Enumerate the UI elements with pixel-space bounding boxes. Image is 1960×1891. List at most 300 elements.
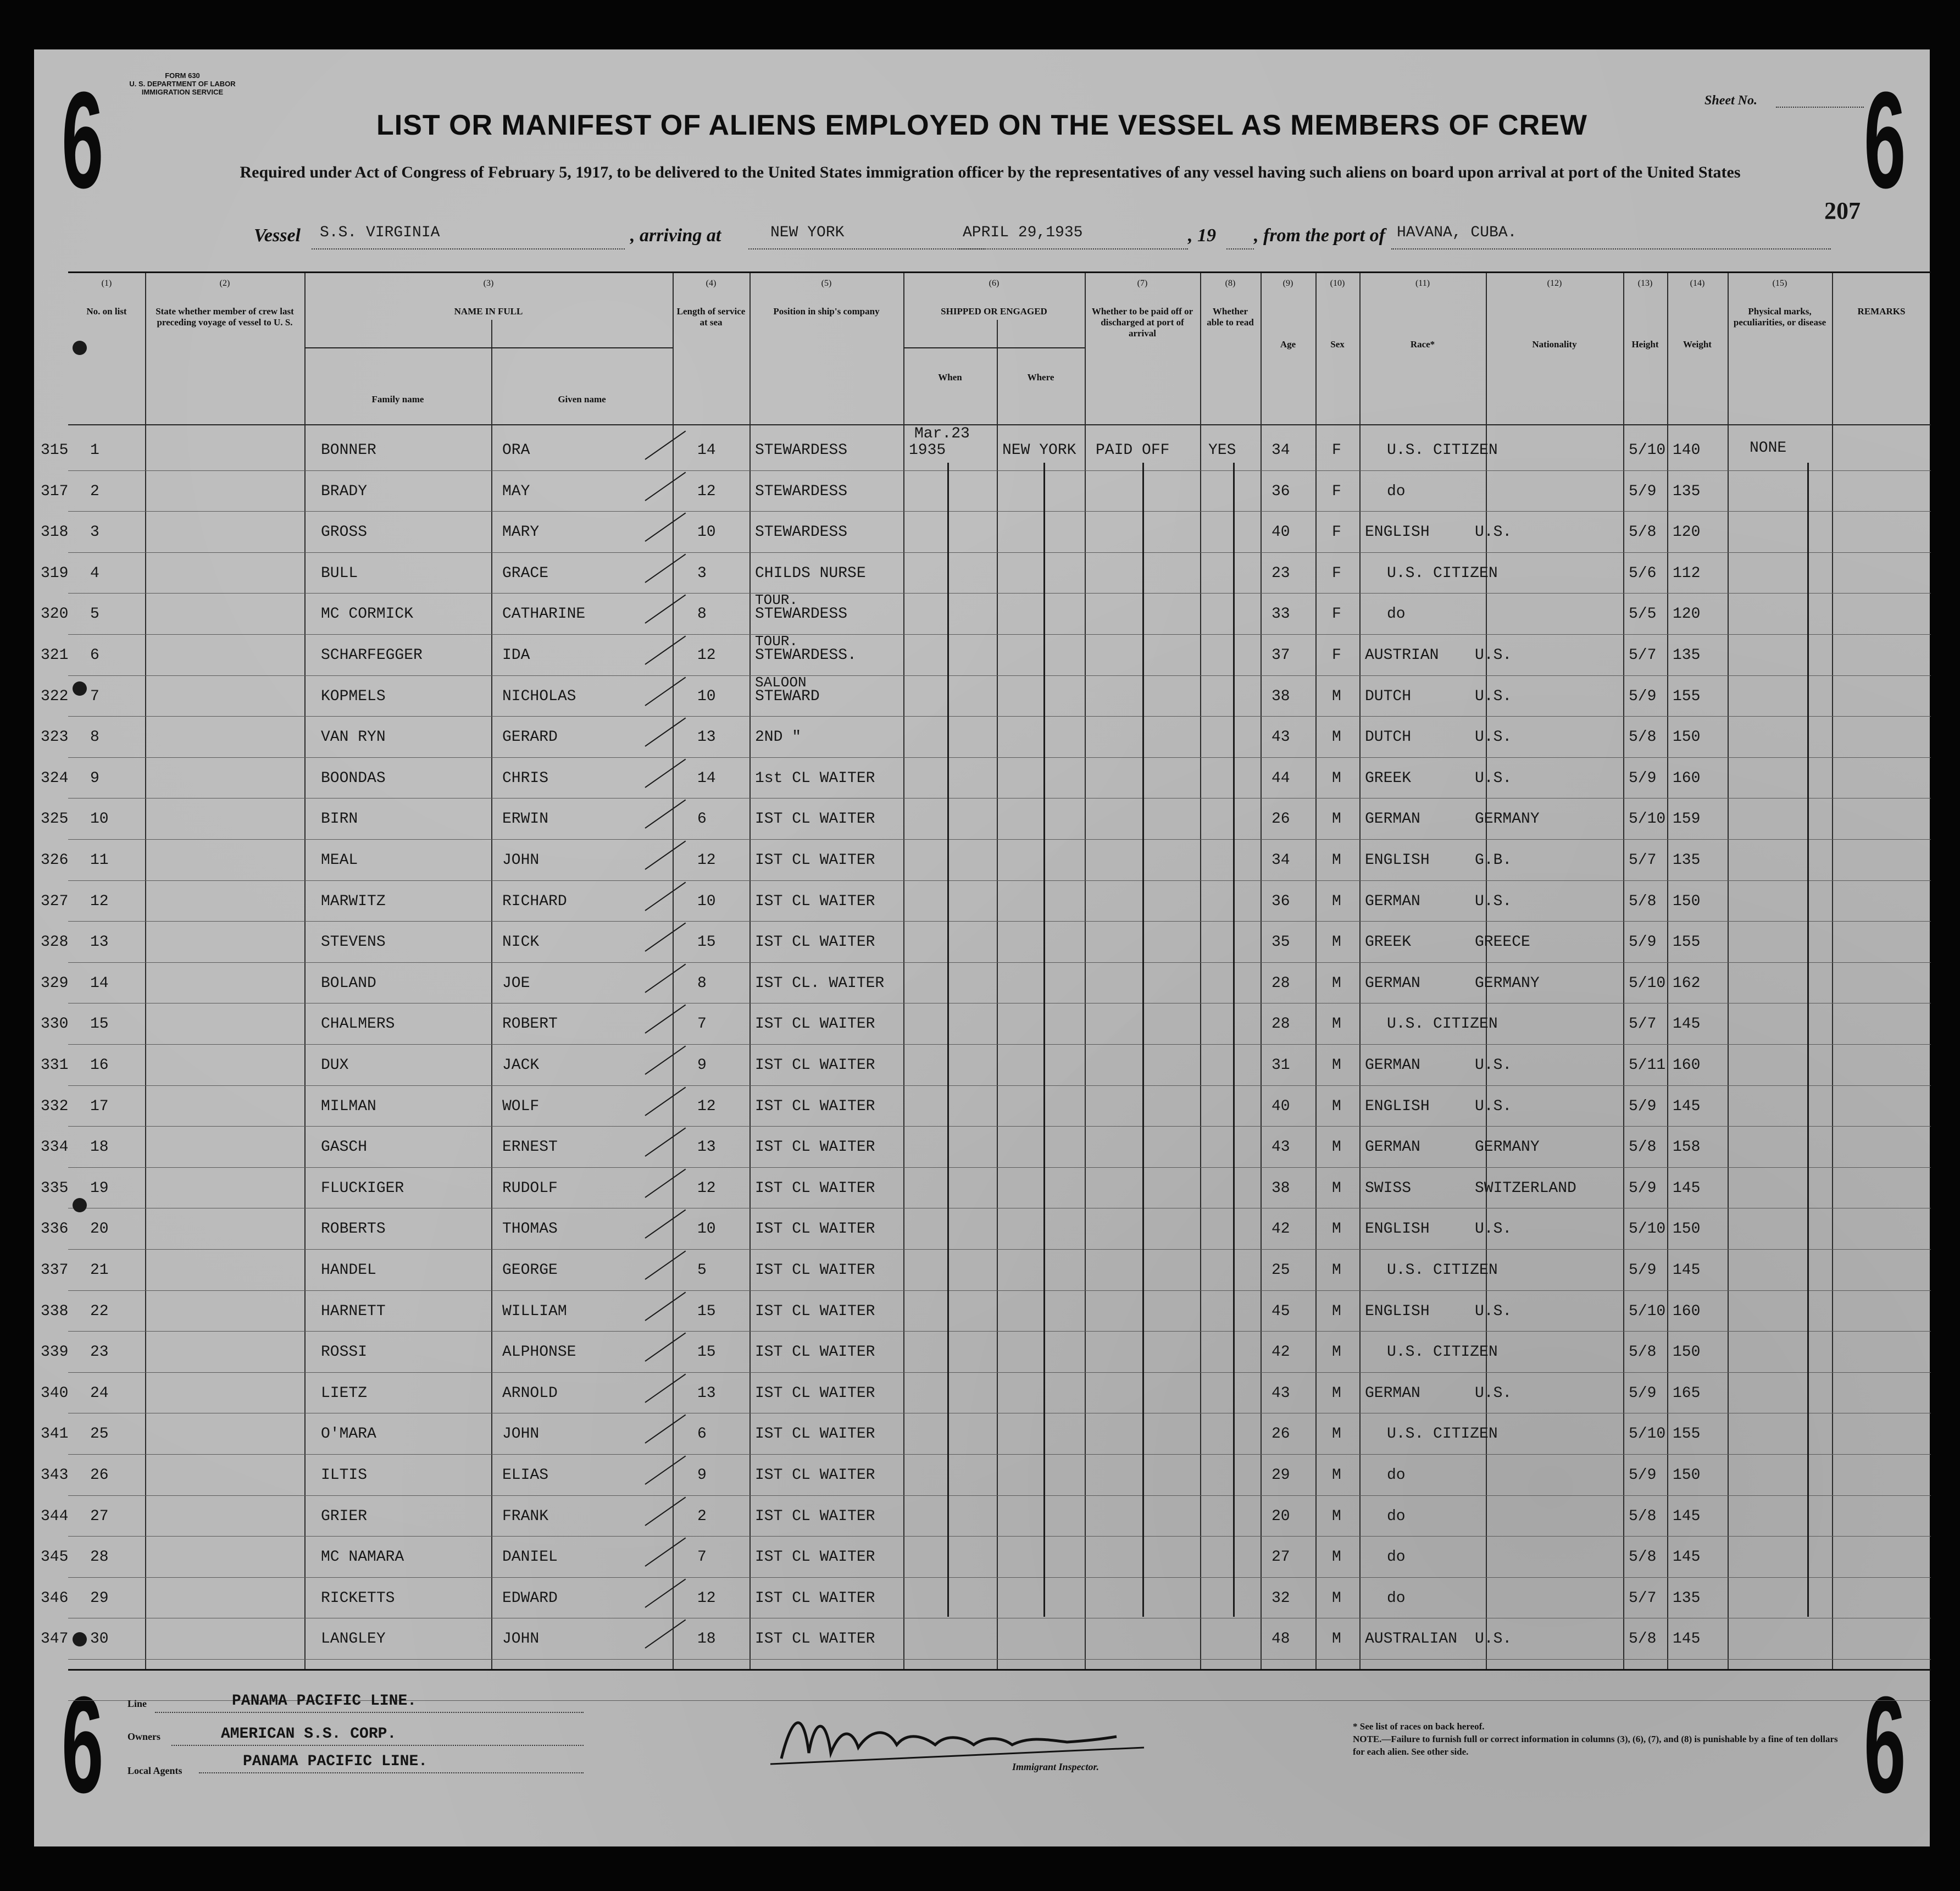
- cell-family: LIETZ: [321, 1384, 368, 1402]
- cell-no: 17: [90, 1097, 109, 1115]
- cell-height: 5/7: [1629, 852, 1657, 869]
- cell-given: ROBERT: [502, 1016, 558, 1033]
- cell-sex: M: [1332, 1467, 1341, 1484]
- cell-position: IST CL WAITER: [755, 892, 875, 910]
- cell-position: IST CL WAITER: [755, 1302, 875, 1320]
- cell-weight: 135: [1673, 483, 1701, 500]
- cell-age: 31: [1271, 1057, 1290, 1074]
- cell-weight: 135: [1673, 1589, 1701, 1607]
- cell-sex: M: [1332, 1097, 1341, 1115]
- footnote: [1353, 1720, 1847, 1758]
- cell-weight: 140: [1673, 442, 1701, 459]
- cell-weight: 158: [1673, 1139, 1701, 1156]
- binding-hole: [73, 1632, 87, 1646]
- cell-service: 13: [697, 1384, 716, 1402]
- cell-given: WOLF: [502, 1097, 540, 1115]
- cell-race: GERMAN: [1365, 1139, 1420, 1156]
- service-name: IMMIGRATION SERVICE: [141, 88, 224, 96]
- cell-sex: F: [1332, 647, 1341, 664]
- cell-height: 5/10: [1629, 974, 1666, 992]
- row-line: [68, 1577, 1931, 1578]
- shipped-info: PAID OFF: [1096, 442, 1170, 459]
- cell-race: ENGLISH: [1365, 1221, 1430, 1238]
- cell-no: 26: [90, 1467, 109, 1484]
- cell-given: THOMAS: [502, 1221, 558, 1238]
- cell-no: 16: [90, 1057, 109, 1074]
- cell-weight: 120: [1673, 524, 1701, 541]
- cell-height: 5/9: [1629, 1262, 1657, 1279]
- cell-race: GERMAN: [1365, 1057, 1420, 1074]
- cell-nationality: G.B.: [1475, 852, 1512, 869]
- cell-service: 2: [697, 1507, 707, 1525]
- manifest-subtitle: Required under Act of Congress of February 5, 1917, to be delivered to the United States immigration officer by the representatives of any vessel having such aliens on board upon arrival at port of the United States: [240, 163, 1741, 181]
- cell-race: GREEK: [1365, 769, 1412, 787]
- cell-age: 37: [1271, 647, 1290, 664]
- cell-weight: 165: [1673, 1384, 1701, 1402]
- cell-margin: 340: [41, 1384, 69, 1402]
- penalty-note: NOTE.—Failure to furnish full or correct information in columns (3), (6), (7), and (8) is punishable by a fine of ten dollars for each alien. See other side.: [1353, 1734, 1838, 1757]
- inspector-label: Immigrant Inspector.: [1012, 1761, 1100, 1772]
- cell-family: MC CORMICK: [321, 606, 414, 623]
- cell-position: IST CL WAITER: [755, 1262, 875, 1279]
- header-sub-line: [304, 347, 673, 348]
- check-mark: [645, 1333, 686, 1362]
- owners-value-underline: [171, 1745, 584, 1746]
- column-number: (11): [1415, 279, 1430, 288]
- cell-given: WILLIAM: [502, 1302, 567, 1320]
- cell-service: 10: [697, 892, 716, 910]
- cell-family: RICKETTS: [321, 1589, 395, 1607]
- check-mark: [645, 1086, 686, 1116]
- row-line: [68, 839, 1931, 840]
- form-number: FORM 630: [165, 71, 200, 80]
- cell-margin: 315: [41, 442, 69, 459]
- cell-no: 29: [90, 1589, 109, 1607]
- cell-weight: 150: [1673, 1221, 1701, 1238]
- cell-weight: 145: [1673, 1262, 1701, 1279]
- cell-sex: M: [1332, 852, 1341, 869]
- cell-height: 5/10: [1629, 811, 1666, 828]
- check-mark: [645, 1291, 686, 1321]
- column-divider: [145, 273, 146, 1669]
- row-line: [68, 716, 1931, 717]
- cell-weight: 159: [1673, 811, 1701, 828]
- cell-age: 43: [1271, 1139, 1290, 1156]
- cell-nationality: U.S. CITIZEN: [1387, 1016, 1498, 1033]
- cell-given: GRACE: [502, 564, 549, 582]
- cell-margin: 326: [41, 852, 69, 869]
- owners-value: AMERICAN S.S. CORP.: [221, 1726, 397, 1743]
- cell-no: 30: [90, 1631, 109, 1648]
- cell-service: 13: [697, 729, 716, 746]
- header-bottom-line: [68, 424, 1931, 425]
- cell-service: 6: [697, 811, 707, 828]
- row-line: [68, 757, 1931, 758]
- cell-nationality: U.S.: [1475, 1221, 1512, 1238]
- cell-height: 5/10: [1629, 1302, 1666, 1320]
- cell-nationality: U.S. CITIZEN: [1387, 1344, 1498, 1361]
- check-mark: [645, 1005, 686, 1034]
- cell-nationality: do: [1387, 483, 1406, 500]
- cell-age: 43: [1271, 1384, 1290, 1402]
- column-header: Length of service at sea: [676, 306, 746, 328]
- check-mark: [645, 1496, 686, 1526]
- arriving-port: NEW YORK: [770, 224, 845, 241]
- cell-family: MC NAMARA: [321, 1549, 404, 1566]
- cell-age: 20: [1271, 1507, 1290, 1525]
- cell-margin: 324: [41, 769, 69, 787]
- cell-margin: 317: [41, 483, 69, 500]
- check-mark: [645, 881, 686, 911]
- cell-given: RICHARD: [502, 892, 567, 910]
- column-header: SHIPPED OR ENGAGED: [941, 306, 1047, 317]
- cell-service: 14: [697, 769, 716, 787]
- races-note: * See list of races on back hereof.: [1353, 1721, 1485, 1732]
- cell-family: DUX: [321, 1057, 349, 1074]
- cell-height: 5/8: [1629, 524, 1657, 541]
- cell-nationality: U.S.: [1475, 769, 1512, 787]
- cell-margin: 345: [41, 1549, 69, 1566]
- cell-sex: M: [1332, 1221, 1341, 1238]
- cell-given: ERWIN: [502, 811, 549, 828]
- cell-family: GASCH: [321, 1139, 368, 1156]
- cell-margin: 328: [41, 934, 69, 951]
- cell-position: IST CL WAITER: [755, 1589, 875, 1607]
- cell-race: DUTCH: [1365, 729, 1412, 746]
- row-line: [68, 962, 1931, 963]
- column-number: (4): [706, 279, 717, 288]
- cell-nationality: do: [1387, 1467, 1406, 1484]
- cell-age: 33: [1271, 606, 1290, 623]
- cell-age: 29: [1271, 1467, 1290, 1484]
- check-mark: [645, 472, 686, 501]
- cell-given: JOE: [502, 974, 530, 992]
- cell-position: IST CL WAITER: [755, 1549, 875, 1566]
- cell-sex: M: [1332, 729, 1341, 746]
- cell-weight: 150: [1673, 1344, 1701, 1361]
- cell-age: 42: [1271, 1221, 1290, 1238]
- check-mark: [645, 676, 686, 706]
- column-header: Position in ship's company: [773, 306, 880, 317]
- cell-given: ORA: [502, 442, 530, 459]
- check-mark: [645, 758, 686, 788]
- cell-weight: 160: [1673, 1057, 1701, 1074]
- cell-no: 4: [90, 564, 99, 582]
- cell-no: 14: [90, 974, 109, 992]
- cell-weight: 145: [1673, 1097, 1701, 1115]
- cell-family: STEVENS: [321, 934, 386, 951]
- cell-sex: M: [1332, 1016, 1341, 1033]
- column-number: (2): [219, 279, 230, 288]
- cell-weight: 145: [1673, 1507, 1701, 1525]
- cell-no: 7: [90, 687, 99, 705]
- ditto-line: [1807, 463, 1809, 1617]
- cell-given: NICHOLAS: [502, 687, 576, 705]
- cell-weight: 145: [1673, 1549, 1701, 1566]
- column-number: (1): [101, 279, 112, 288]
- cell-position-prefix: TOUR.: [755, 633, 798, 650]
- cell-height: 5/7: [1629, 647, 1657, 664]
- row-line: [68, 921, 1931, 922]
- check-mark: [645, 431, 686, 460]
- cell-family: FLUCKIGER: [321, 1179, 404, 1197]
- cell-height: 5/9: [1629, 769, 1657, 787]
- cell-given: CATHARINE: [502, 606, 586, 623]
- cell-age: 38: [1271, 1179, 1290, 1197]
- check-mark: [645, 1251, 686, 1280]
- column-divider: [304, 273, 306, 1669]
- cell-margin: 344: [41, 1507, 69, 1525]
- cell-no: 20: [90, 1221, 109, 1238]
- column-number: (9): [1282, 279, 1293, 288]
- cell-height: 5/10: [1629, 442, 1666, 459]
- cell-height: 5/9: [1629, 934, 1657, 951]
- cell-height: 5/8: [1629, 1549, 1657, 1566]
- cell-race: SWISS: [1365, 1179, 1412, 1197]
- cell-position: IST CL WAITER: [755, 1057, 875, 1074]
- cell-nationality: GERMANY: [1475, 1139, 1540, 1156]
- cell-margin: 327: [41, 892, 69, 910]
- cell-weight: 150: [1673, 729, 1701, 746]
- cell-service: 6: [697, 1426, 707, 1443]
- cell-height: 5/11: [1629, 1057, 1666, 1074]
- cell-no: 28: [90, 1549, 109, 1566]
- cell-nationality: U.S.: [1475, 729, 1512, 746]
- row-line: [68, 1454, 1931, 1455]
- cell-race: GERMAN: [1365, 811, 1420, 828]
- column-header: Race*: [1410, 339, 1435, 350]
- cell-height: 5/10: [1629, 1221, 1666, 1238]
- page-number: 207: [1824, 197, 1861, 224]
- column-number: (8): [1225, 279, 1236, 288]
- cell-weight: 120: [1673, 606, 1701, 623]
- cell-service: 5: [697, 1262, 707, 1279]
- corner-number-bottom-right: 6: [1864, 1668, 1906, 1821]
- cell-given: MAY: [502, 483, 530, 500]
- cell-age: 26: [1271, 1426, 1290, 1443]
- column-header: Height: [1631, 339, 1659, 350]
- cell-margin: 347: [41, 1631, 69, 1648]
- cell-height: 5/8: [1629, 892, 1657, 910]
- cell-weight: 145: [1673, 1631, 1701, 1648]
- cell-weight: 160: [1673, 769, 1701, 787]
- cell-weight: 155: [1673, 687, 1701, 705]
- cell-height: 5/8: [1629, 729, 1657, 746]
- check-mark: [645, 1128, 686, 1157]
- cell-position: STEWARDESS: [755, 524, 848, 541]
- cell-margin: 336: [41, 1221, 69, 1238]
- cell-race: ENGLISH: [1365, 852, 1430, 869]
- cell-given: ELIAS: [502, 1467, 549, 1484]
- cell-margin: 335: [41, 1179, 69, 1197]
- column-header: Weight: [1683, 339, 1712, 350]
- cell-age: 35: [1271, 934, 1290, 951]
- column-header: State whether member of crew last preceding voyage of vessel to U. S.: [156, 306, 294, 328]
- cell-nationality: U.S.: [1475, 524, 1512, 541]
- cell-sex: M: [1332, 1589, 1341, 1607]
- column-header: Whether able to read: [1207, 306, 1254, 328]
- binding-hole: [73, 341, 87, 355]
- cell-sex: M: [1332, 1549, 1341, 1566]
- crew-table: [41, 271, 1931, 1671]
- column-number: (5): [821, 279, 832, 288]
- cell-age: 40: [1271, 524, 1290, 541]
- cell-race: AUSTRALIAN: [1365, 1631, 1458, 1648]
- cell-position: STEWARD: [755, 687, 820, 705]
- cell-weight: 135: [1673, 647, 1701, 664]
- column-number: (12): [1547, 279, 1562, 288]
- cell-nationality: U.S.: [1475, 1631, 1512, 1648]
- cell-nationality: GERMANY: [1475, 974, 1540, 992]
- cell-sex: F: [1332, 524, 1341, 541]
- cell-family: VAN RYN: [321, 729, 386, 746]
- sub-column-divider: [491, 320, 492, 1669]
- form-identifier: [116, 71, 248, 96]
- column-header: Nationality: [1532, 339, 1577, 350]
- cell-height: 5/8: [1629, 1507, 1657, 1525]
- cell-margin: 332: [41, 1097, 69, 1115]
- column-subheader: Given name: [558, 394, 606, 404]
- cell-family: HARNETT: [321, 1302, 386, 1320]
- cell-nationality: do: [1387, 1549, 1406, 1566]
- cell-given: JOHN: [502, 1631, 540, 1648]
- cell-margin: 318: [41, 524, 69, 541]
- check-mark: [645, 1046, 686, 1075]
- cell-service: 10: [697, 687, 716, 705]
- shipped-info: NEW YORK: [1002, 442, 1076, 459]
- cell-sex: M: [1332, 1179, 1341, 1197]
- cell-given: DANIEL: [502, 1549, 558, 1566]
- cell-age: 43: [1271, 729, 1290, 746]
- column-header: No. on list: [86, 306, 127, 317]
- cell-given: EDWARD: [502, 1589, 558, 1607]
- shipped-info: NONE: [1750, 440, 1787, 457]
- cell-family: KOPMELS: [321, 687, 386, 705]
- column-divider: [1200, 273, 1201, 1669]
- row-line: [68, 593, 1931, 594]
- cell-service: 18: [697, 1631, 716, 1648]
- cell-height: 5/7: [1629, 1016, 1657, 1033]
- cell-weight: 145: [1673, 1016, 1701, 1033]
- cell-service: 15: [697, 1344, 716, 1361]
- cell-margin: 339: [41, 1344, 69, 1361]
- row-line: [68, 1536, 1931, 1537]
- cell-given: GERARD: [502, 729, 558, 746]
- row-line: [68, 1495, 1931, 1496]
- cell-height: 5/9: [1629, 1467, 1657, 1484]
- cell-sex: M: [1332, 1057, 1341, 1074]
- cell-margin: 341: [41, 1426, 69, 1443]
- check-mark: [645, 636, 686, 665]
- manifest-title: LIST OR MANIFEST OF ALIENS EMPLOYED ON THE VESSEL AS MEMBERS OF CREW: [376, 109, 1587, 141]
- cell-family: BOONDAS: [321, 769, 386, 787]
- cell-race: DUTCH: [1365, 687, 1412, 705]
- cell-nationality: U.S.: [1475, 1057, 1512, 1074]
- cell-sex: M: [1332, 1426, 1341, 1443]
- cell-nationality: do: [1387, 1589, 1406, 1607]
- cell-no: 2: [90, 483, 99, 500]
- cell-given: ERNEST: [502, 1139, 558, 1156]
- cell-age: 36: [1271, 483, 1290, 500]
- cell-age: 26: [1271, 811, 1290, 828]
- cell-no: 12: [90, 892, 109, 910]
- column-subheader: Where: [1027, 372, 1054, 382]
- cell-no: 21: [90, 1262, 109, 1279]
- column-divider: [903, 273, 904, 1669]
- check-mark: [645, 923, 686, 952]
- binding-hole: [73, 1198, 87, 1212]
- column-number: (14): [1690, 279, 1705, 288]
- cell-family: BONNER: [321, 442, 376, 459]
- column-header: Whether to be paid off or discharged at port of arrival: [1091, 306, 1193, 339]
- cell-height: 5/7: [1629, 1589, 1657, 1607]
- cell-given: ALPHONSE: [502, 1344, 576, 1361]
- vessel-name-line: [312, 248, 625, 249]
- cell-height: 5/9: [1629, 1384, 1657, 1402]
- row-line: [68, 552, 1931, 553]
- cell-family: CHALMERS: [321, 1016, 395, 1033]
- cell-sex: M: [1332, 1139, 1341, 1156]
- cell-given: JOHN: [502, 1426, 540, 1443]
- cell-age: 34: [1271, 852, 1290, 869]
- row-line: [68, 675, 1931, 676]
- cell-given: FRANK: [502, 1507, 549, 1525]
- column-number: (7): [1137, 279, 1148, 288]
- cell-family: MEAL: [321, 852, 358, 869]
- cell-weight: 155: [1673, 934, 1701, 951]
- cell-position: STEWARDESS: [755, 483, 848, 500]
- column-number: (6): [989, 279, 1000, 288]
- cell-position: IST CL WAITER: [755, 1344, 875, 1361]
- cell-family: SCHARFEGGER: [321, 647, 423, 664]
- check-mark: [645, 1168, 686, 1197]
- cell-service: 9: [697, 1057, 707, 1074]
- binding-hole: [73, 681, 87, 696]
- sub-column-divider: [997, 320, 998, 1669]
- cell-height: 5/10: [1629, 1426, 1666, 1443]
- row-line: [68, 1167, 1931, 1168]
- row-line: [68, 1085, 1931, 1086]
- column-divider: [1261, 273, 1262, 1669]
- cell-position: IST CL WAITER: [755, 1384, 875, 1402]
- cell-no: 1: [90, 442, 99, 459]
- cell-no: 8: [90, 729, 99, 746]
- cell-no: 25: [90, 1426, 109, 1443]
- cell-service: 12: [697, 647, 716, 664]
- corner-number-bottom-left: 6: [62, 1668, 104, 1821]
- cell-given: RUDOLF: [502, 1179, 558, 1197]
- cell-weight: 150: [1673, 892, 1701, 910]
- cell-position: IST CL. WAITER: [755, 974, 885, 992]
- cell-service: 10: [697, 1221, 716, 1238]
- cell-race: ENGLISH: [1365, 1302, 1430, 1320]
- cell-given: ARNOLD: [502, 1384, 558, 1402]
- row-line: [68, 1126, 1931, 1127]
- cell-sex: M: [1332, 1302, 1341, 1320]
- cell-family: HANDEL: [321, 1262, 376, 1279]
- cell-margin: 322: [41, 687, 69, 705]
- check-mark: [645, 1415, 686, 1444]
- cell-position: IST CL WAITER: [755, 934, 875, 951]
- check-mark: [645, 1373, 686, 1402]
- owners-label: Owners: [127, 1731, 160, 1742]
- cell-height: 5/8: [1629, 1344, 1657, 1361]
- cell-age: 40: [1271, 1097, 1290, 1115]
- cell-family: O'MARA: [321, 1426, 376, 1443]
- cell-margin: 321: [41, 647, 69, 664]
- cell-position: STEWARDESS.: [755, 647, 857, 664]
- corner-number-top-right: 6: [1864, 63, 1906, 217]
